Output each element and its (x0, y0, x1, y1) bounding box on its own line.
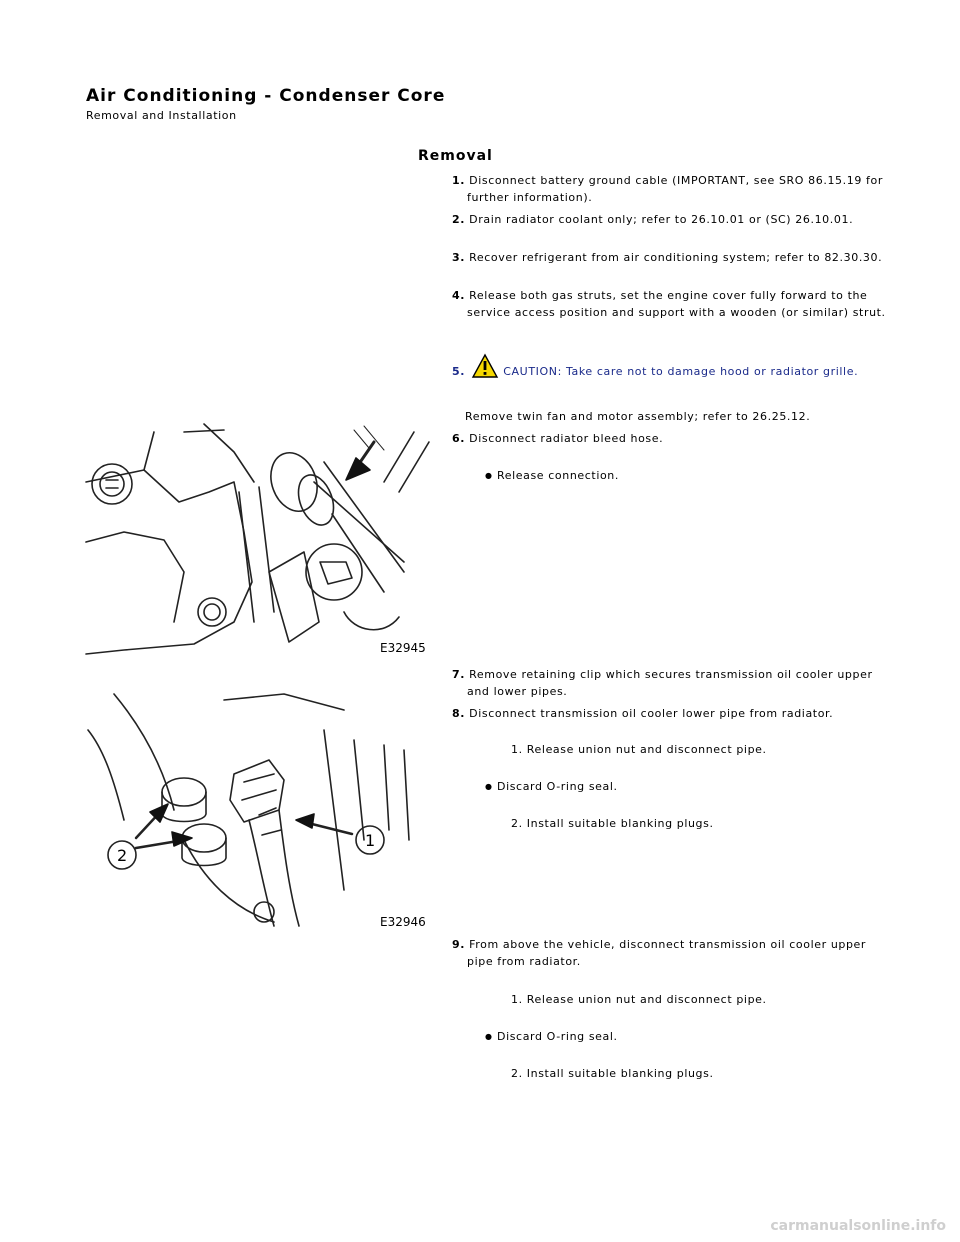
step-number: 7. (452, 668, 466, 681)
step-8-bullet: ● Discard O-ring seal. (497, 778, 618, 795)
step-text: Remove retaining clip which secures transmission oil cooler upper and lower pipes. (467, 668, 873, 698)
step-9-sub-1: 1. Release union nut and disconnect pipe. (511, 993, 767, 1006)
figure-2-code: E32946 (380, 915, 426, 929)
step-4 (452, 287, 887, 321)
step-text: Disconnect transmission oil cooler lower pipe from radiator. (469, 707, 834, 720)
step-text: Release both gas struts, set the engine cover fully forward to the service access position and support with a wooden (or similar) strut. (467, 289, 886, 319)
step-number: 9. (452, 938, 466, 951)
step-number: 8. (452, 707, 466, 720)
step-number: 2. (452, 213, 466, 226)
step-text: From above the vehicle, disconnect transmission oil cooler upper pipe from radiator. (467, 938, 867, 968)
step-text: Recover refrigerant from air conditioning system; refer to 82.30.30. (469, 251, 883, 264)
section-title: Removal (418, 148, 493, 164)
figure-bleed-hose (84, 422, 436, 658)
step-number: 4. (452, 289, 466, 302)
figure-oil-cooler-pipe (84, 690, 436, 934)
step-text: Disconnect radiator bleed hose. (469, 432, 664, 445)
warning-icon (471, 353, 499, 379)
step-number: 1. (452, 174, 466, 187)
step-number: 5. (452, 365, 466, 378)
figure-2-callout-2: 2 (117, 846, 128, 865)
step-text: Disconnect battery ground cable (IMPORTANT, see SRO 86.15.19 for further information). (467, 174, 883, 204)
step-7 (452, 666, 887, 700)
watermark: carmanualsonline.info (770, 1218, 946, 1234)
step-9-bullet: ● Discard O-ring seal. (497, 1028, 618, 1045)
caution-text: CAUTION: Take care not to damage hood or radiator grille. (503, 365, 859, 378)
step-6 (452, 430, 887, 447)
step-9 (452, 936, 887, 970)
page-title: Air Conditioning - Condenser Core (86, 86, 446, 106)
step-8 (452, 705, 887, 722)
step-5-text: Remove twin fan and motor assembly; refer to 26.25.12. (465, 410, 811, 423)
step-1 (452, 172, 887, 206)
figure-1-code: E32945 (380, 641, 426, 655)
step-2 (452, 211, 887, 228)
step-8-sub-2: 2. Install suitable blanking plugs. (511, 817, 714, 830)
step-text: Drain radiator coolant only; refer to 26.10.01 or (SC) 26.10.01. (469, 213, 854, 226)
figure-2-callout-1: 1 (365, 831, 376, 850)
step-3 (452, 249, 887, 266)
step-9-sub-2: 2. Install suitable blanking plugs. (511, 1067, 714, 1080)
step-8-sub-1: 1. Release union nut and disconnect pipe. (511, 743, 767, 756)
step-5-caution (452, 353, 872, 380)
page-subtitle: Removal and Installation (86, 109, 237, 122)
step-6-bullet: ● Release connection. (497, 467, 619, 484)
step-number: 6. (452, 432, 466, 445)
step-number: 3. (452, 251, 466, 264)
